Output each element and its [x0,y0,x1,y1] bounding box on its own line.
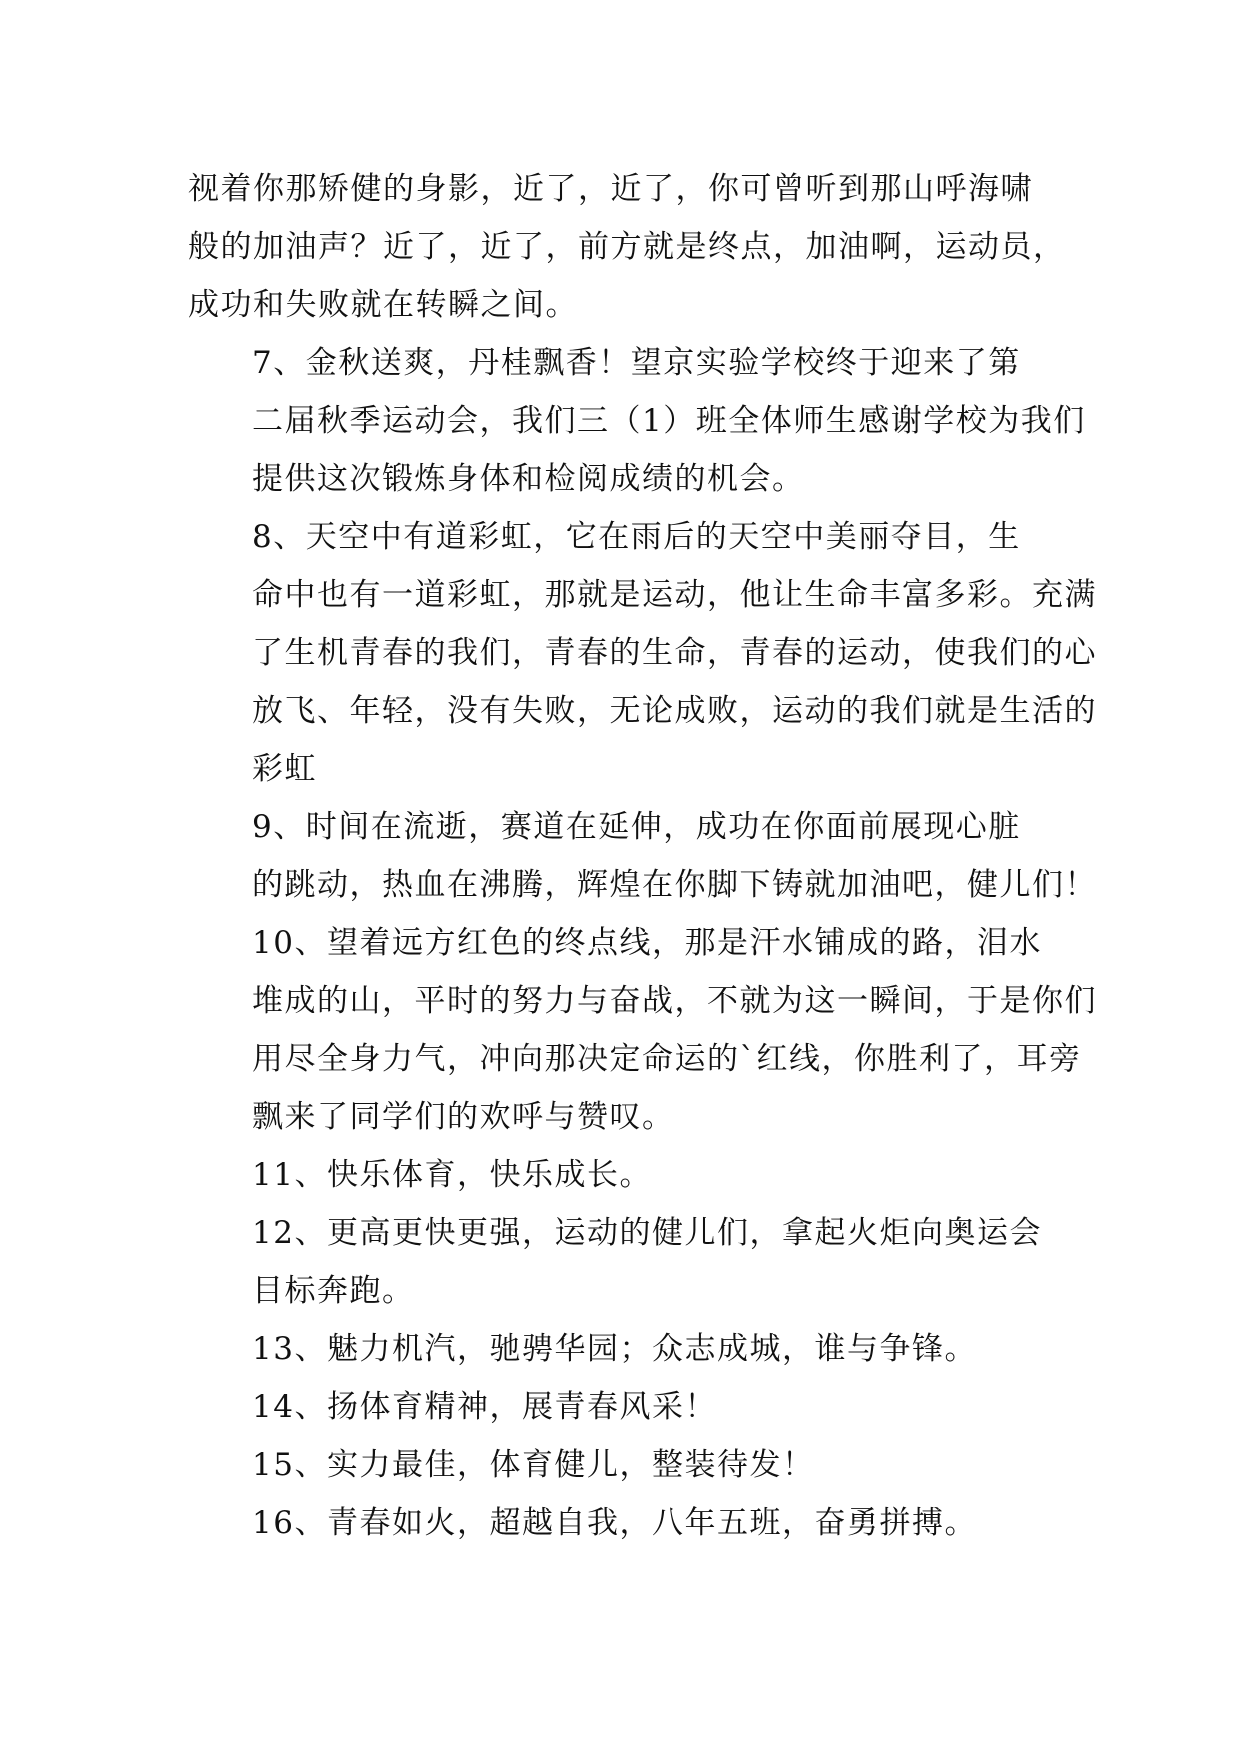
text-line: 堆成的山，平时的努力与奋战，不就为这一瞬间，于是你们 [252,983,1097,1019]
paragraph [188,1146,1068,1204]
paragraph [188,160,1068,334]
text-line: 9、时间在流逝，赛道在延伸，成功在你面前展现心脏 [252,809,1021,845]
paragraph [188,914,1097,1146]
paragraph [188,1378,1068,1436]
text-line: 彩虹 [252,751,317,787]
text-line: 的跳动，热血在沸腾，辉煌在你脚下铸就加油吧，健儿们！ [252,867,1097,903]
text-line: 飘来了同学们的欢呼与赞叹。 [252,1099,675,1135]
text-line: 13、魅力机汽，驰骋华园；众志成城，谁与争锋。 [252,1331,977,1367]
paragraph [188,1204,1068,1320]
text-line: 目标奔跑。 [252,1273,415,1309]
paragraph [188,1494,1068,1552]
text-line: 成功和失败就在转瞬之间。 [188,287,578,323]
paragraph [188,798,1097,914]
text-line: 14、扬体育精神，展青春风采！ [252,1389,717,1425]
paragraph [188,508,1097,798]
text-line: 8、天空中有道彩虹，它在雨后的天空中美丽夺目，生 [252,519,1021,555]
text-line: 12、更高更快更强，运动的健儿们，拿起火炬向奥运会 [252,1215,1042,1251]
text-line: 放飞、年轻，没有失败，无论成败，运动的我们就是生活的 [252,693,1097,729]
text-line: 15、实力最佳，体育健儿，整装待发！ [252,1447,815,1483]
text-line: 10、望着远方红色的终点线，那是汗水铺成的路，泪水 [252,925,1042,961]
text-line: 11、快乐体育，快乐成长。 [252,1157,652,1193]
text-line: 提供这次锻炼身体和检阅成绩的机会。 [252,461,805,497]
text-line: 了生机青春的我们，青春的生命，青春的运动，使我们的心 [252,635,1097,671]
paragraph [188,1436,1068,1494]
paragraph [188,1320,1068,1378]
text-line: 16、青春如火，超越自我，八年五班，奋勇拼搏。 [252,1505,977,1541]
text-line: 般的加油声？近了，近了，前方就是终点，加油啊，运动员， [188,229,1066,265]
text-line: 视着你那矫健的身影，近了，近了，你可曾听到那山呼海啸 [188,171,1033,207]
document-body [188,160,1097,1552]
text-line: 7、金秋送爽，丹桂飘香！望京实验学校终于迎来了第 [252,345,1021,381]
text-line: 用尽全身力气，冲向那决定命运的`红线，你胜利了，耳旁 [252,1041,1082,1077]
text-line: 命中也有一道彩虹，那就是运动，他让生命丰富多彩。充满 [252,577,1097,613]
paragraph [188,334,1086,508]
text-line: 二届秋季运动会，我们三（1）班全体师生感谢学校为我们 [252,403,1086,439]
